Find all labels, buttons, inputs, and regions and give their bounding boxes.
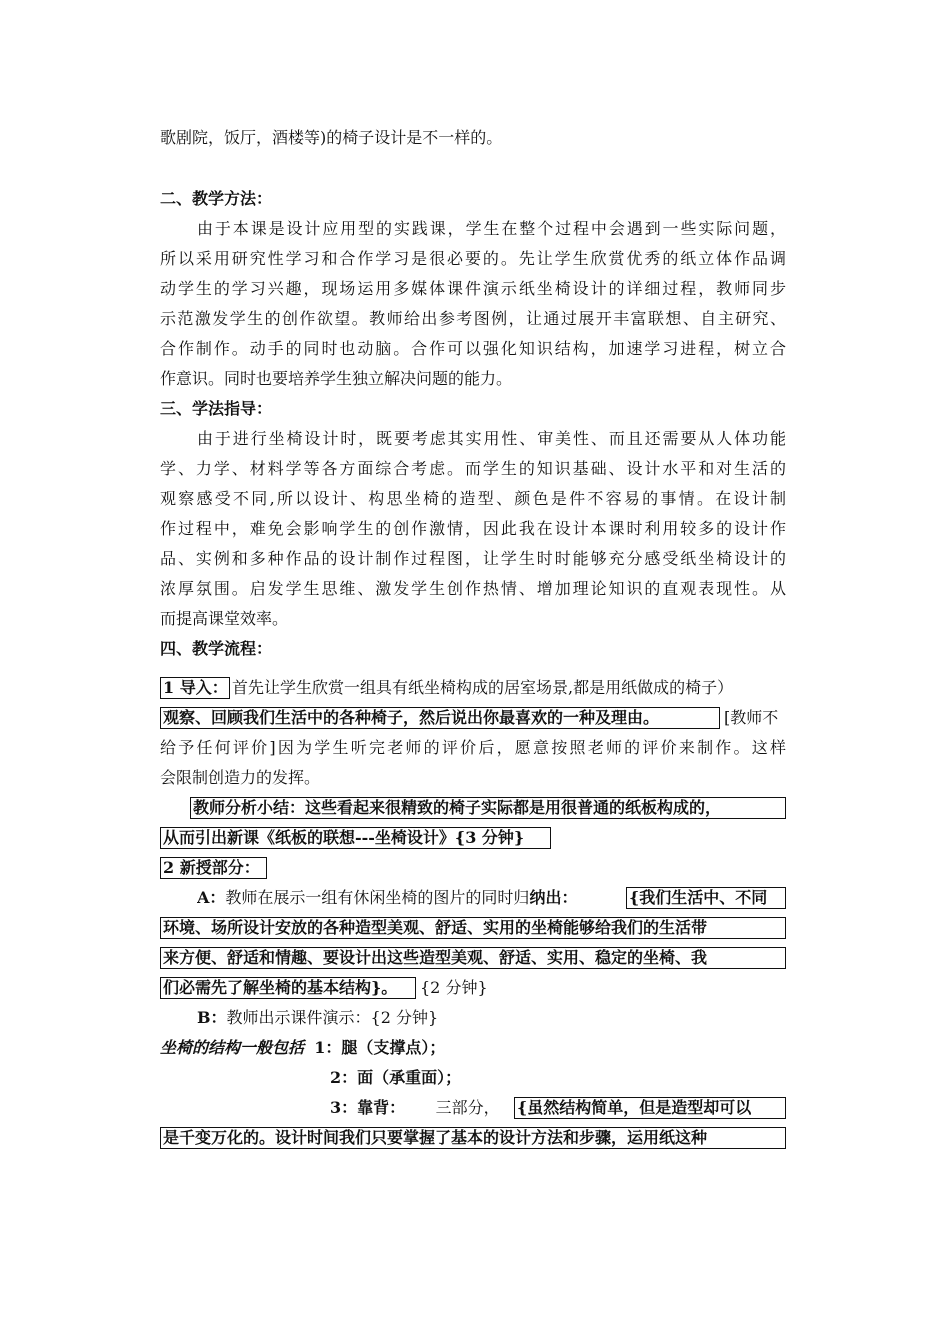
step2a-text: 教师在展示一组有休闲坐椅的图片的同时归 xyxy=(225,888,530,907)
step2b-prefix: B： xyxy=(197,1008,227,1027)
step2a-prefix: A： xyxy=(197,888,226,907)
para-line: 动学生的学习兴趣，现场运用多媒体课件演示纸坐椅设计的详细过程，教师同步 xyxy=(160,279,786,298)
para-line: [教师不 xyxy=(724,708,779,727)
structure-label: 坐椅的结构一般包括 xyxy=(160,1038,305,1057)
para-line: 由于进行坐椅设计时，既要考虑其实用性、审美性、而且还需要从人体功能 xyxy=(197,429,786,448)
section-heading-process: 四、教学流程： xyxy=(160,639,273,658)
para-line: 品、实例和多种作品的设计制作过程图，让学生时时能够充分感受纸坐椅设计的 xyxy=(160,549,786,568)
structure-line xyxy=(160,1037,490,1059)
step2a-bold: 纳出： xyxy=(529,888,578,907)
step1-intro-text: 首先让学生欣赏一组具有纸坐椅构成的居室场景,都是用纸做成的椅子） xyxy=(232,678,734,697)
para-line: 观察感受不同,所以设计、构思坐椅的造型、颜色是件不容易的事情。在设计制 xyxy=(160,489,786,508)
step2b-text: 教师出示课件演示：{2 分钟} xyxy=(226,1008,439,1027)
structure-item-1: 1：腿（支撑点）； xyxy=(314,1038,446,1057)
para-line: 合作制作。动手的同时也动脑。合作可以强化知识结构，加速学习进程，树立合 xyxy=(160,339,786,358)
teacher-summary-box: 教师分析小结：这些看起来很精致的椅子实际都是用很普通的纸板构成的， xyxy=(190,797,786,819)
step2a-line xyxy=(197,887,637,909)
para-line: 示范激发学生的创作欲望。教师给出参考图例，让通过展开丰富联想、自主研究、 xyxy=(160,309,786,328)
para-line: 作意识。同时也要培养学生独立解决问题的能力。 xyxy=(160,369,513,388)
para-line: 给予任何评价]因为学生听完老师的评价后，愿意按照老师的评价来制作。这样 xyxy=(160,738,786,757)
step2b-line xyxy=(197,1007,597,1029)
para-line: 学、力学、材料学等各方面综合考虑。而学生的知识基础、设计水平和对生活的 xyxy=(160,459,786,478)
section-heading-study: 三、学法指导： xyxy=(160,399,273,418)
para-line: 而提高课堂效率。 xyxy=(160,609,289,628)
step2a-time: {2 分钟} xyxy=(420,978,488,997)
structure-item-2: 2：面（承重面）； xyxy=(330,1068,462,1087)
step2a-box: 来方便、舒适和情趣、要设计出这些造型美观、舒适、实用、稳定的坐椅、我 xyxy=(160,947,786,969)
structure-note-box: {虽然结构简单，但是造型却可以 xyxy=(514,1097,786,1119)
para-line: 由于本课是设计应用型的实践课，学生在整个过程中会遇到一些实际问题， xyxy=(197,219,786,238)
para-line: 会限制创造力的发挥。 xyxy=(160,768,321,787)
step2-label-box: 2 新授部分： xyxy=(160,857,267,879)
section-heading-methods: 二、教学方法： xyxy=(160,189,273,208)
step2a-box: {我们生活中、不同 xyxy=(626,887,786,909)
step1-label-box: 1 导入： xyxy=(160,677,230,699)
structure-item-3-line xyxy=(330,1097,520,1119)
structure-item-3-text: 三部分， xyxy=(435,1098,500,1117)
new-lesson-box: 从而引出新课《纸板的联想---坐椅设计》{3 分钟} xyxy=(160,827,551,849)
step2a-box: 环境、场所设计安放的各种造型美观、舒适、实用的坐椅能够给我们的生活带 xyxy=(160,917,786,939)
structure-note-box: 是千变万化的。设计时间我们只要掌握了基本的设计方法和步骤，运用纸这种 xyxy=(160,1127,786,1149)
para-line: 歌剧院，饭厅，酒楼等)的椅子设计是不一样的。 xyxy=(160,128,503,147)
structure-item-3: 3：靠背： xyxy=(330,1098,406,1117)
step1-question-box: 观察、回顾我们生活中的各种椅子，然后说出你最喜欢的一种及理由。 xyxy=(160,707,720,729)
para-line: 作过程中，难免会影响学生的创作激情，因此我在设计本课时利用较多的设计作 xyxy=(160,519,786,538)
step2a-box: 们必需先了解坐椅的基本结构}。 xyxy=(160,977,416,999)
para-line: 浓厚氛围。启发学生思维、激发学生创作热情、增加理论知识的直观表现性。从 xyxy=(160,579,786,598)
para-line: 所以采用研究性学习和合作学习是很必要的。先让学生欣赏优秀的纸立体作品调 xyxy=(160,249,786,268)
